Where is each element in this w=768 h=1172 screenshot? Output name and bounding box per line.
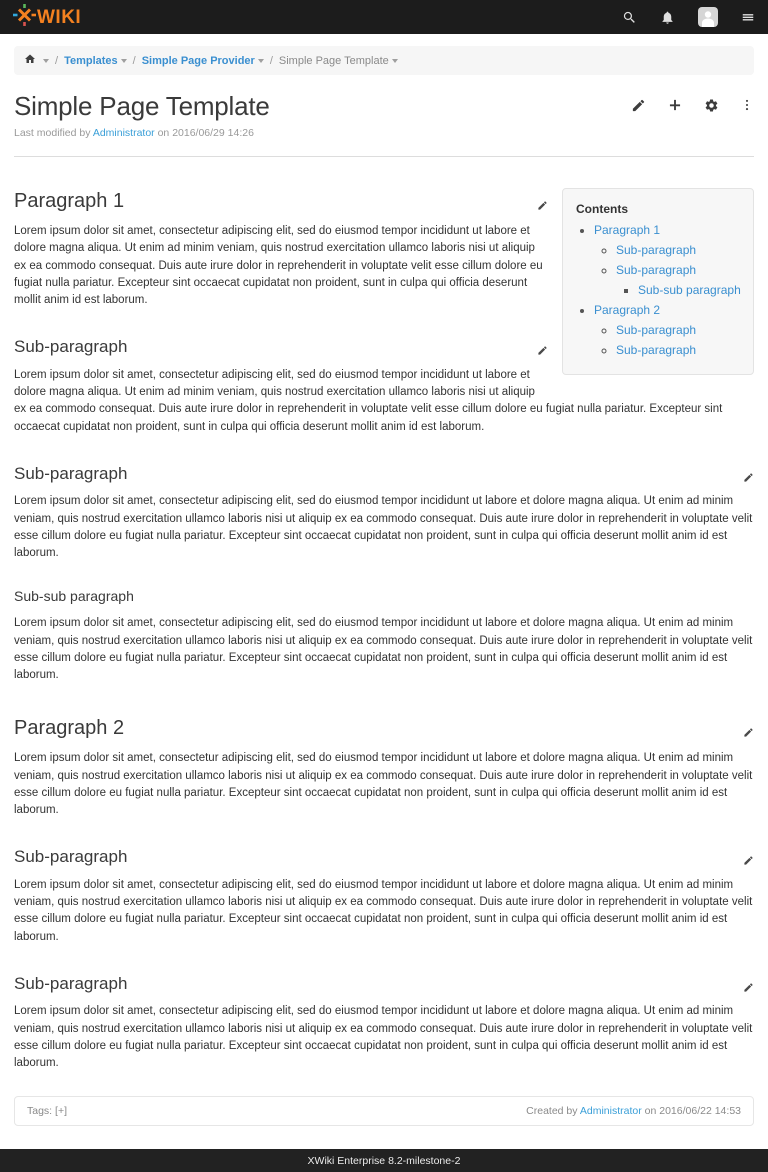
section-sub-sub-paragraph <box>14 586 754 684</box>
section-sub-paragraph-4 <box>14 971 754 1073</box>
xwiki-logo-text: WIKI <box>37 6 82 28</box>
caret-down-icon[interactable] <box>121 59 127 63</box>
breadcrumb-separator: / <box>55 54 59 67</box>
section-title: Sub-paragraph <box>14 463 128 483</box>
section-edit-icon[interactable] <box>743 717 754 747</box>
toc-link-paragraph-2[interactable]: Paragraph 2 <box>594 303 661 317</box>
document-footer <box>14 1096 754 1126</box>
toc-item <box>638 281 745 299</box>
bell-icon[interactable] <box>660 10 675 25</box>
breadcrumb-item-templates <box>64 55 127 67</box>
section-edit-icon[interactable] <box>743 848 754 874</box>
section-body: Lorem ipsum dolor sit amet, consectetur adipiscing elit, sed do eiusmod tempor incididunt ut labore et dolore magna aliqua. Ut enim ad minim veniam, quis nostrud exercitation ullamco laboris nisi ut aliquip ex ea commodo consequat. Duis aute irure dolor in reprehenderit in voluptate velit esse cillum dolore eu fugiat nulla pariatur. Excepteur sint occaecat cupidatat non proident, sunt in culpa qui officia deserunt mollit anim id est laborum. <box>14 617 753 681</box>
modified-by-user-link[interactable]: Administrator <box>92 127 155 139</box>
section-body: Lorem ipsum dolor sit amet, consectetur adipiscing elit, sed do eiusmod tempor incididunt ut labore et dolore magna aliqua. Ut enim ad minim veniam, quis nostrud exercitation ullamco laboris nisi ut aliquip ex ea commodo consequat. Duis aute irure dolor in reprehenderit in voluptate velit esse cillum dolore eu fugiat nulla pariatur. Excepteur sint occaecat cupidatat non proident, sunt in culpa qui officia deserunt mollit anim id est laborum. <box>14 878 753 943</box>
search-icon[interactable] <box>622 10 637 25</box>
caret-down-icon[interactable] <box>258 59 264 63</box>
toc-item <box>616 341 745 359</box>
toc-link-sub-paragraph[interactable]: Sub-paragraph <box>616 243 697 257</box>
menu-icon[interactable] <box>741 10 755 24</box>
more-icon[interactable] <box>740 98 754 117</box>
section-edit-icon[interactable] <box>537 338 548 364</box>
tags-label: Tags: <box>27 1105 53 1118</box>
section-title: Paragraph 2 <box>14 717 125 740</box>
modified-suffix: on 2016/06/29 14:26 <box>157 127 254 139</box>
section-title: Sub-sub paragraph <box>14 588 134 605</box>
section-heading <box>14 713 754 743</box>
page-title: Simple Page Template <box>14 91 270 121</box>
section-body: Lorem ipsum dolor sit amet, consectetur adipiscing elit, sed do eiusmod tempor incididunt ut labore et dolore magna aliqua. Ut enim ad minim veniam, quis nostrud exercitation ullamco laboris nisi ut aliquip ex ea commodo consequat. Duis aute irure dolor in reprehenderit in voluptate velit esse cillum dolore eu fugiat nulla pariatur. Excepteur sint occaecat cupidatat non proident, sunt in culpa qui officia deserunt mollit anim id est laborum. <box>14 368 723 433</box>
breadcrumb-separator: / <box>132 54 136 67</box>
toc-item <box>594 221 745 299</box>
breadcrumb-separator: / <box>269 54 273 67</box>
toc-item <box>616 261 745 299</box>
breadcrumb-item-simple-page-provider <box>142 55 264 67</box>
page-actions <box>631 91 754 118</box>
toc-item <box>616 241 745 259</box>
toc-heading: Contents <box>576 202 628 216</box>
avatar[interactable] <box>698 7 718 27</box>
add-icon[interactable] <box>667 97 683 118</box>
modified-prefix: Last modified by <box>14 127 91 139</box>
toc-item <box>616 321 745 339</box>
breadcrumb-item-current <box>279 55 398 67</box>
version-bar <box>0 1149 768 1172</box>
section-title: Sub-paragraph <box>14 973 128 993</box>
section-body: Lorem ipsum dolor sit amet, consectetur adipiscing elit, sed do eiusmod tempor incididunt ut labore et dolore magna aliqua. Ut enim ad minim veniam, quis nostrud exercitation ullamco laboris nisi ut aliquip ex ea commodo consequat. Duis aute irure dolor in reprehenderit in voluptate velit esse cillum dolore eu fugiat nulla pariatur. Excepteur sint occaecat cupidatat non proident, sunt in culpa qui officia deserunt mollit anim id est laborum. <box>14 1005 753 1069</box>
section-heading <box>14 971 754 997</box>
toc-link-sub-paragraph[interactable]: Sub-paragraph <box>616 263 697 277</box>
toc-link-sub-sub-paragraph[interactable]: Sub-sub paragraph <box>638 283 741 297</box>
section-body: Lorem ipsum dolor sit amet, consectetur adipiscing elit, sed do eiusmod tempor incididunt ut labore et dolore magna aliqua. Ut enim ad minim veniam, quis nostrud exercitation ullamco laboris nisi ut aliquip ex ea commodo consequat. Duis aute irure dolor in reprehenderit in voluptate velit esse cillum dolore eu fugiat nulla pariatur. Excepteur sint occaecat cupidatat non proident, sunt in culpa qui officia deserunt mollit anim id est laborum. <box>14 752 753 816</box>
page-header <box>14 91 754 122</box>
xwiki-logo[interactable] <box>13 3 81 32</box>
section-title: Sub-paragraph <box>14 337 128 357</box>
created-line <box>526 1105 741 1117</box>
caret-down-icon[interactable] <box>392 59 398 63</box>
section-edit-icon[interactable] <box>743 975 754 1001</box>
breadcrumb-link[interactable]: Templates <box>64 54 118 67</box>
section-heading <box>14 461 754 487</box>
section-paragraph-2 <box>14 713 754 819</box>
toc-link-sub-paragraph[interactable]: Sub-paragraph <box>616 343 697 357</box>
add-tag-button[interactable]: [+] <box>55 1105 67 1118</box>
section-heading <box>14 844 754 870</box>
last-modified-line <box>14 127 754 139</box>
section-heading <box>14 586 754 607</box>
table-of-contents <box>562 188 754 375</box>
tags-area <box>27 1105 67 1117</box>
section-edit-icon[interactable] <box>743 465 754 491</box>
breadcrumb-link[interactable]: Simple Page Provider <box>141 54 255 67</box>
document-content <box>14 186 754 1072</box>
version-text: XWiki Enterprise 8.2-milestone-2 <box>307 1154 461 1167</box>
section-body: Lorem ipsum dolor sit amet, consectetur adipiscing elit, sed do eiusmod tempor incididunt ut labore et dolore magna aliqua. Ut enim ad minim veniam, quis nostrud exercitation ullamco laboris nisi ut aliquip ex ea commodo consequat. Duis aute irure dolor in reprehenderit in voluptate velit esse cillum dolore eu fugiat nulla pariatur. Excepteur sint occaecat cupidatat non proident, sunt in culpa qui officia deserunt mollit anim id est laborum. <box>14 225 543 306</box>
toc-link-paragraph-1[interactable]: Paragraph 1 <box>594 223 661 237</box>
edit-icon[interactable] <box>631 98 646 118</box>
created-prefix: Created by <box>526 1105 578 1118</box>
toc-link-sub-paragraph[interactable]: Sub-paragraph <box>616 323 697 337</box>
section-title: Paragraph 1 <box>14 190 125 212</box>
breadcrumb <box>14 46 754 75</box>
created-suffix: on 2016/06/22 14:53 <box>644 1105 741 1118</box>
home-icon[interactable] <box>24 53 36 68</box>
section-edit-icon[interactable] <box>537 190 548 220</box>
section-sub-paragraph-2 <box>14 461 754 563</box>
header-divider <box>14 156 754 157</box>
section-body: Lorem ipsum dolor sit amet, consectetur adipiscing elit, sed do eiusmod tempor incididunt ut labore et dolore magna aliqua. Ut enim ad minim veniam, quis nostrud exercitation ullamco laboris nisi ut aliquip ex ea commodo consequat. Duis aute irure dolor in reprehenderit in voluptate velit esse cillum dolore eu fugiat nulla pariatur. Excepteur sint occaecat cupidatat non proident, sunt in culpa qui officia deserunt mollit anim id est laborum. <box>14 495 753 559</box>
section-title: Sub-paragraph <box>14 847 128 867</box>
breadcrumb-current: Simple Page Template <box>278 54 389 67</box>
xwiki-logo-x-icon <box>13 3 37 32</box>
gear-icon[interactable] <box>704 98 719 118</box>
created-by-user-link[interactable]: Administrator <box>579 1105 642 1118</box>
section-sub-paragraph-3 <box>14 844 754 946</box>
toc-item <box>594 301 745 359</box>
top-navbar <box>0 0 768 34</box>
home-caret-down-icon[interactable] <box>43 59 49 63</box>
